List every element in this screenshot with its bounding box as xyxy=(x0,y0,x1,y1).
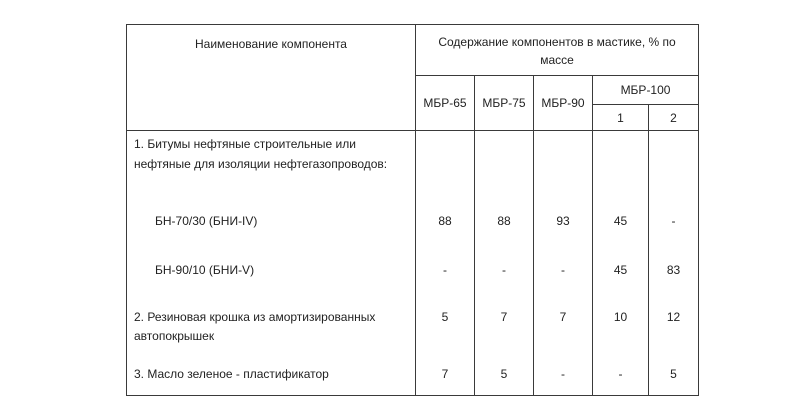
header-brand-mbr65 xyxy=(416,76,475,131)
row-rubber-mbr100-2: 12 xyxy=(666,310,681,324)
body-mbr100-2-cell xyxy=(649,131,699,396)
body-mbr65-cell xyxy=(416,131,475,396)
header-brand-mbr100-text: МБР-100 xyxy=(620,83,671,97)
row-bn9010-mbr100-2: 83 xyxy=(666,263,681,277)
row-oil-name: 3. Масло зеленое - пластификатор xyxy=(134,367,329,381)
header-brand-mbr75 xyxy=(475,76,534,131)
header-content-group xyxy=(416,25,699,76)
header-component-name xyxy=(127,25,416,131)
row-bn7030-mbr100-2: - xyxy=(671,214,676,228)
row-bn7030-mbr100-1: 45 xyxy=(613,214,628,228)
row-bn9010-mbr75: - xyxy=(502,263,506,277)
row-bn9010-mbr65: - xyxy=(443,263,447,277)
body-mbr75-cell xyxy=(475,131,534,396)
row-bitumen-name-line1: 1. Битумы нефтяные строительные или xyxy=(134,137,356,151)
row-rubber-mbr100-1: 10 xyxy=(613,310,628,324)
body-mbr100-1-cell xyxy=(593,131,649,396)
header-brand-mbr90-text: МБР-90 xyxy=(541,96,585,110)
header-content-group-text: Содержание компонентов в мастике, % по массе xyxy=(438,35,676,67)
row-rubber-name-line1: 2. Резиновая крошка из амортизированных xyxy=(134,310,376,324)
row-bn7030-mbr75: 88 xyxy=(497,214,511,228)
composition-table-container xyxy=(126,24,698,395)
header-mbr100-sub-2-text: 2 xyxy=(670,110,677,125)
header-component-name-text: Наименование компонента xyxy=(195,37,347,51)
header-brand-mbr90 xyxy=(534,76,593,131)
row-rubber-mbr90: 7 xyxy=(559,310,567,324)
body-mbr90-cell xyxy=(534,131,593,396)
row-bn7030-name: БН-70/30 (БНИ-IV) xyxy=(155,214,258,228)
header-mbr100-sub-1 xyxy=(593,105,649,131)
row-rubber-name-line2: автопокрышек xyxy=(134,329,215,343)
row-bn9010-mbr100-1: 45 xyxy=(613,263,628,277)
header-brand-mbr100 xyxy=(593,76,699,105)
header-brand-mbr65-text: МБР-65 xyxy=(423,96,467,110)
body-names-cell xyxy=(127,131,416,396)
header-mbr100-sub-1-text: 1 xyxy=(617,110,624,125)
row-rubber-mbr75: 7 xyxy=(500,310,508,324)
row-bn9010-mbr90: - xyxy=(561,263,565,277)
row-oil-mbr100-1: - xyxy=(618,367,623,381)
row-bn9010-name: БН-90/10 (БНИ-V) xyxy=(155,263,255,277)
row-rubber-mbr65: 5 xyxy=(441,310,449,324)
row-oil-mbr100-2: 5 xyxy=(670,367,677,381)
row-oil-mbr75: 5 xyxy=(500,367,508,381)
header-brand-mbr75-text: МБР-75 xyxy=(482,96,526,110)
header-mbr100-sub-2 xyxy=(649,105,699,131)
row-bn7030-mbr65: 88 xyxy=(438,214,452,228)
row-bitumen-name-line2: нефтяные для изоляции нефтегазопроводов: xyxy=(134,157,388,171)
composition-table xyxy=(126,24,699,396)
row-oil-mbr65: 7 xyxy=(441,367,449,381)
row-bn7030-mbr90: 93 xyxy=(556,214,570,228)
row-oil-mbr90: - xyxy=(561,367,565,381)
